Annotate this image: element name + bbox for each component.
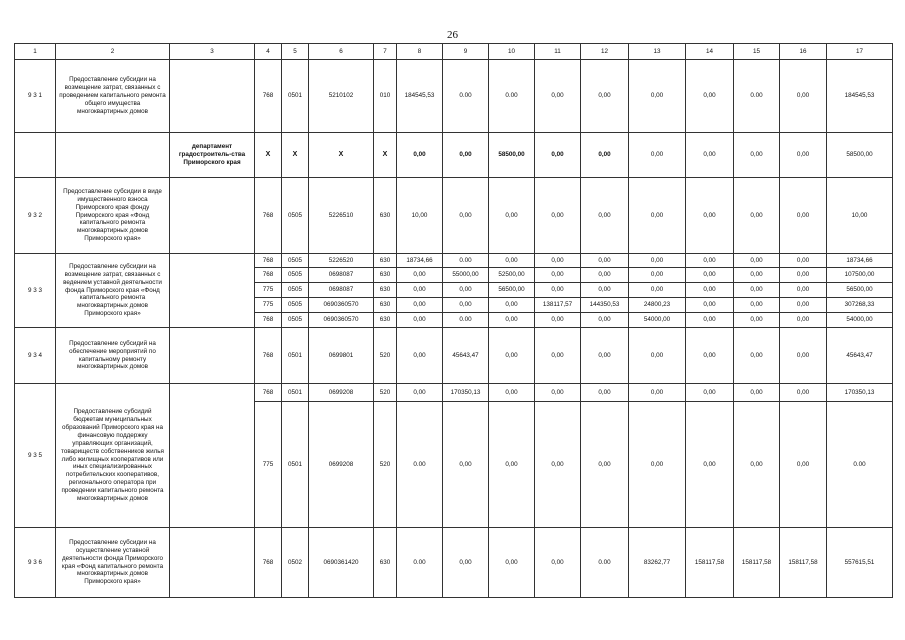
row-code-cell: 9 3 6 bbox=[15, 528, 56, 598]
value-cell-c15: 0,00 bbox=[734, 402, 780, 528]
value-cell-c9: 170350,13 bbox=[443, 384, 489, 402]
value-cell-c9: 55000,00 bbox=[443, 268, 489, 283]
value-cell-c6: 0699801 bbox=[309, 328, 374, 384]
value-cell-c9: 0,00 bbox=[443, 402, 489, 528]
value-cell-c15: 158117,58 bbox=[734, 528, 780, 598]
value-cell-c16: 0,00 bbox=[780, 133, 827, 178]
value-cell-c10: 0,00 bbox=[489, 328, 535, 384]
row-description-cell: Предоставление субсидии на возмещение затрат, связанных с проведением капитального ремонта общего имущества многоквартирных домов bbox=[56, 60, 170, 133]
value-cell-c16: 0,00 bbox=[780, 328, 827, 384]
table-row bbox=[15, 384, 893, 402]
value-cell-c6: 0699208 bbox=[309, 384, 374, 402]
value-cell-c9: 0.00 bbox=[443, 254, 489, 268]
value-cell-c11: 0,00 bbox=[535, 384, 581, 402]
value-cell-c13: 0,00 bbox=[629, 283, 686, 298]
value-cell-c7: 520 bbox=[374, 384, 397, 402]
value-cell-c10: 0,00 bbox=[489, 178, 535, 254]
value-cell-c6: 0698087 bbox=[309, 283, 374, 298]
value-cell-c9: 0,00 bbox=[443, 133, 489, 178]
value-cell-c7: 630 bbox=[374, 528, 397, 598]
value-cell-c12: 0,00 bbox=[581, 313, 629, 328]
table-row bbox=[15, 528, 893, 598]
value-cell-c16: 158117,58 bbox=[780, 528, 827, 598]
value-cell-c9: 0,00 bbox=[443, 178, 489, 254]
column-header: 16 bbox=[780, 44, 827, 60]
value-cell-c5: 0502 bbox=[282, 528, 309, 598]
executor-cell bbox=[170, 60, 255, 133]
value-cell-c15: 0,00 bbox=[734, 328, 780, 384]
value-cell-c15: 0,00 bbox=[734, 283, 780, 298]
executor-cell bbox=[170, 384, 255, 528]
value-cell-c11: 0,00 bbox=[535, 328, 581, 384]
value-cell-c17: 54000,00 bbox=[827, 313, 893, 328]
value-cell-c8: 0,00 bbox=[397, 298, 443, 313]
table-row bbox=[15, 60, 893, 133]
value-cell-c4: 768 bbox=[255, 60, 282, 133]
value-cell-c15: 0,00 bbox=[734, 298, 780, 313]
value-cell-c14: 0,00 bbox=[686, 298, 734, 313]
executor-cell bbox=[170, 178, 255, 254]
value-cell-c12: 0,00 bbox=[581, 384, 629, 402]
value-cell-c4: 775 bbox=[255, 298, 282, 313]
value-cell-c8: 184545,53 bbox=[397, 60, 443, 133]
value-cell-c4: 768 bbox=[255, 313, 282, 328]
value-cell-c8: 18734,66 bbox=[397, 254, 443, 268]
value-cell-c11: 0,00 bbox=[535, 402, 581, 528]
value-cell-c17: 58500,00 bbox=[827, 133, 893, 178]
value-cell-c12: 0,00 bbox=[581, 133, 629, 178]
value-cell-c7: 520 bbox=[374, 402, 397, 528]
value-cell-c4: 768 bbox=[255, 268, 282, 283]
row-code-cell: 9 3 1 bbox=[15, 60, 56, 133]
value-cell-c13: 0,00 bbox=[629, 268, 686, 283]
value-cell-c13: 0,00 bbox=[629, 402, 686, 528]
table-row bbox=[15, 328, 893, 384]
value-cell-c13: 0,00 bbox=[629, 133, 686, 178]
value-cell-c6: 0698087 bbox=[309, 268, 374, 283]
value-cell-c13: 0,00 bbox=[629, 328, 686, 384]
value-cell-c12: 0,00 bbox=[581, 402, 629, 528]
value-cell-c17: 184545,53 bbox=[827, 60, 893, 133]
value-cell-c5: 0505 bbox=[282, 254, 309, 268]
value-cell-c4: 775 bbox=[255, 283, 282, 298]
value-cell-c6: 5226520 bbox=[309, 254, 374, 268]
column-header: 4 bbox=[255, 44, 282, 60]
value-cell-c9: 0.00 bbox=[443, 60, 489, 133]
value-cell-c7: 630 bbox=[374, 313, 397, 328]
value-cell-c5: 0501 bbox=[282, 60, 309, 133]
value-cell-c17: 170350,13 bbox=[827, 384, 893, 402]
value-cell-c7: 630 bbox=[374, 268, 397, 283]
header-row bbox=[15, 44, 893, 60]
value-cell-c10: 0,00 bbox=[489, 384, 535, 402]
value-cell-c14: 0,00 bbox=[686, 402, 734, 528]
table-body bbox=[15, 60, 893, 598]
table-row bbox=[15, 133, 893, 178]
executor-cell bbox=[170, 528, 255, 598]
value-cell-c12: 0,00 bbox=[581, 60, 629, 133]
value-cell-c10: 52500,00 bbox=[489, 268, 535, 283]
value-cell-c17: 107500,00 bbox=[827, 268, 893, 283]
value-cell-c11: 0,00 bbox=[535, 60, 581, 133]
value-cell-c5: X bbox=[282, 133, 309, 178]
value-cell-c8: 0.00 bbox=[397, 402, 443, 528]
value-cell-c15: 0,00 bbox=[734, 178, 780, 254]
row-description-cell: Предоставление субсидий на обеспечение мероприятий по капитальному ремонту многоквартирных домов bbox=[56, 328, 170, 384]
row-code-cell: 9 3 2 bbox=[15, 178, 56, 254]
value-cell-c17: 557615,51 bbox=[827, 528, 893, 598]
value-cell-c7: 520 bbox=[374, 328, 397, 384]
value-cell-c6: 0690360570 bbox=[309, 298, 374, 313]
column-header: 15 bbox=[734, 44, 780, 60]
value-cell-c15: 0.00 bbox=[734, 60, 780, 133]
value-cell-c5: 0501 bbox=[282, 384, 309, 402]
value-cell-c11: 0,00 bbox=[535, 268, 581, 283]
value-cell-c9: 0.00 bbox=[443, 313, 489, 328]
column-header: 8 bbox=[397, 44, 443, 60]
executor-cell bbox=[170, 254, 255, 328]
column-header: 12 bbox=[581, 44, 629, 60]
value-cell-c16: 0,00 bbox=[780, 283, 827, 298]
value-cell-c9: 0,00 bbox=[443, 298, 489, 313]
value-cell-c12: 144350,53 bbox=[581, 298, 629, 313]
column-header: 13 bbox=[629, 44, 686, 60]
value-cell-c8: 0,00 bbox=[397, 313, 443, 328]
value-cell-c4: 775 bbox=[255, 402, 282, 528]
value-cell-c12: 0,00 bbox=[581, 328, 629, 384]
value-cell-c16: 0,00 bbox=[780, 313, 827, 328]
value-cell-c5: 0505 bbox=[282, 178, 309, 254]
page-number: 26 bbox=[447, 29, 458, 41]
column-header: 9 bbox=[443, 44, 489, 60]
value-cell-c13: 24800,23 bbox=[629, 298, 686, 313]
table-row bbox=[15, 178, 893, 254]
value-cell-c16: 0,00 bbox=[780, 268, 827, 283]
value-cell-c17: 10,00 bbox=[827, 178, 893, 254]
value-cell-c7: 630 bbox=[374, 254, 397, 268]
value-cell-c14: 0,00 bbox=[686, 254, 734, 268]
column-header: 2 bbox=[56, 44, 170, 60]
value-cell-c16: 0,00 bbox=[780, 178, 827, 254]
value-cell-c15: 0,00 bbox=[734, 268, 780, 283]
value-cell-c14: 0,00 bbox=[686, 60, 734, 133]
value-cell-c8: 0,00 bbox=[397, 133, 443, 178]
column-header: 5 bbox=[282, 44, 309, 60]
column-header: 6 bbox=[309, 44, 374, 60]
value-cell-c16: 0,00 bbox=[780, 402, 827, 528]
value-cell-c7: 630 bbox=[374, 178, 397, 254]
value-cell-c17: 56500,00 bbox=[827, 283, 893, 298]
column-header: 3 bbox=[170, 44, 255, 60]
value-cell-c5: 0501 bbox=[282, 328, 309, 384]
column-header: 7 bbox=[374, 44, 397, 60]
column-header: 17 bbox=[827, 44, 893, 60]
value-cell-c9: 0,00 bbox=[443, 283, 489, 298]
executor-cell bbox=[170, 328, 255, 384]
row-description-cell: Предоставление субсидии на возмещение затрат, связанных с ведением уставной деятельности фонда Приморского края «Фонд капитального ремонта многоквартирных домов Приморского края» bbox=[56, 254, 170, 328]
row-description-cell: Предоставление субсидии в виде имущественного взноса Приморского края фонду Приморского края «Фонд капитального ремонта многоквартирных домов Приморского края» bbox=[56, 178, 170, 254]
value-cell-c12: 0,00 bbox=[581, 268, 629, 283]
value-cell-c4: 768 bbox=[255, 254, 282, 268]
value-cell-c7: 630 bbox=[374, 298, 397, 313]
value-cell-c17: 307268,33 bbox=[827, 298, 893, 313]
value-cell-c16: 0,00 bbox=[780, 298, 827, 313]
value-cell-c15: 0,00 bbox=[734, 254, 780, 268]
value-cell-c8: 0,00 bbox=[397, 283, 443, 298]
row-description-cell bbox=[56, 133, 170, 178]
value-cell-c14: 0,00 bbox=[686, 268, 734, 283]
executor-cell: департамент градостроитель-ства Приморского края bbox=[170, 133, 255, 178]
row-description-cell: Предоставление субсидии на осуществление уставной деятельности фонда Приморского края «Фонд капитального ремонта многоквартирных домов Приморского края» bbox=[56, 528, 170, 598]
value-cell-c7: X bbox=[374, 133, 397, 178]
value-cell-c14: 0,00 bbox=[686, 313, 734, 328]
value-cell-c4: 768 bbox=[255, 178, 282, 254]
value-cell-c14: 0,00 bbox=[686, 384, 734, 402]
value-cell-c4: 768 bbox=[255, 384, 282, 402]
value-cell-c12: 0,00 bbox=[581, 254, 629, 268]
table-row bbox=[15, 254, 893, 268]
value-cell-c8: 10,00 bbox=[397, 178, 443, 254]
value-cell-c10: 0,00 bbox=[489, 298, 535, 313]
value-cell-c12: 0,00 bbox=[581, 178, 629, 254]
value-cell-c10: 0,00 bbox=[489, 313, 535, 328]
column-header: 14 bbox=[686, 44, 734, 60]
value-cell-c17: 18734,66 bbox=[827, 254, 893, 268]
value-cell-c10: 0.00 bbox=[489, 60, 535, 133]
value-cell-c10: 58500,00 bbox=[489, 133, 535, 178]
value-cell-c15: 0,00 bbox=[734, 384, 780, 402]
value-cell-c5: 0505 bbox=[282, 313, 309, 328]
value-cell-c11: 0,00 bbox=[535, 254, 581, 268]
value-cell-c11: 0,00 bbox=[535, 133, 581, 178]
value-cell-c10: 0,00 bbox=[489, 402, 535, 528]
value-cell-c5: 0505 bbox=[282, 298, 309, 313]
value-cell-c4: 768 bbox=[255, 328, 282, 384]
value-cell-c15: 0,00 bbox=[734, 133, 780, 178]
value-cell-c15: 0,00 bbox=[734, 313, 780, 328]
value-cell-c6: 0690360570 bbox=[309, 313, 374, 328]
value-cell-c13: 0,00 bbox=[629, 60, 686, 133]
value-cell-c11: 0,00 bbox=[535, 528, 581, 598]
value-cell-c13: 83262,77 bbox=[629, 528, 686, 598]
value-cell-c17: 45643,47 bbox=[827, 328, 893, 384]
budget-table bbox=[14, 43, 893, 598]
column-header: 1 bbox=[15, 44, 56, 60]
value-cell-c17: 0.00 bbox=[827, 402, 893, 528]
value-cell-c14: 0,00 bbox=[686, 283, 734, 298]
value-cell-c9: 0,00 bbox=[443, 528, 489, 598]
value-cell-c14: 0,00 bbox=[686, 328, 734, 384]
value-cell-c11: 138117,57 bbox=[535, 298, 581, 313]
value-cell-c10: 0,00 bbox=[489, 528, 535, 598]
value-cell-c13: 54000,00 bbox=[629, 313, 686, 328]
value-cell-c10: 56500,00 bbox=[489, 283, 535, 298]
value-cell-c9: 45643,47 bbox=[443, 328, 489, 384]
row-code-cell bbox=[15, 133, 56, 178]
value-cell-c16: 0,00 bbox=[780, 384, 827, 402]
column-header: 11 bbox=[535, 44, 581, 60]
row-code-cell: 9 3 4 bbox=[15, 328, 56, 384]
value-cell-c8: 0,00 bbox=[397, 328, 443, 384]
column-header: 10 bbox=[489, 44, 535, 60]
value-cell-c8: 0.00 bbox=[397, 528, 443, 598]
row-code-cell: 9 3 5 bbox=[15, 384, 56, 528]
value-cell-c10: 0,00 bbox=[489, 254, 535, 268]
value-cell-c8: 0,00 bbox=[397, 268, 443, 283]
value-cell-c5: 0505 bbox=[282, 268, 309, 283]
value-cell-c12: 0,00 bbox=[581, 283, 629, 298]
value-cell-c4: 768 bbox=[255, 528, 282, 598]
value-cell-c11: 0,00 bbox=[535, 313, 581, 328]
value-cell-c11: 0,00 bbox=[535, 178, 581, 254]
value-cell-c13: 0,00 bbox=[629, 254, 686, 268]
value-cell-c5: 0505 bbox=[282, 283, 309, 298]
value-cell-c7: 630 bbox=[374, 283, 397, 298]
row-code-cell: 9 3 3 bbox=[15, 254, 56, 328]
value-cell-c14: 158117,58 bbox=[686, 528, 734, 598]
value-cell-c6: 0690361420 bbox=[309, 528, 374, 598]
value-cell-c16: 0,00 bbox=[780, 60, 827, 133]
value-cell-c14: 0,00 bbox=[686, 133, 734, 178]
value-cell-c5: 0501 bbox=[282, 402, 309, 528]
value-cell-c13: 0,00 bbox=[629, 178, 686, 254]
row-description-cell: Предоставление субсидий бюджетам муниципальных образований Приморского края на финансовую поддержку управляющих организаций, товариществ собственников жилья либо жилищных кооперативов или иных специализированных потребительских кооперативов, регионального оператора при проведении капитального ремонта многоквартирных домов bbox=[56, 384, 170, 528]
value-cell-c7: 010 bbox=[374, 60, 397, 133]
value-cell-c12: 0.00 bbox=[581, 528, 629, 598]
value-cell-c6: 0699208 bbox=[309, 402, 374, 528]
table-header bbox=[15, 44, 893, 60]
value-cell-c11: 0,00 bbox=[535, 283, 581, 298]
value-cell-c6: 5226510 bbox=[309, 178, 374, 254]
value-cell-c16: 0,00 bbox=[780, 254, 827, 268]
value-cell-c6: 5210102 bbox=[309, 60, 374, 133]
value-cell-c6: X bbox=[309, 133, 374, 178]
value-cell-c8: 0,00 bbox=[397, 384, 443, 402]
value-cell-c4: X bbox=[255, 133, 282, 178]
value-cell-c14: 0,00 bbox=[686, 178, 734, 254]
value-cell-c13: 0,00 bbox=[629, 384, 686, 402]
